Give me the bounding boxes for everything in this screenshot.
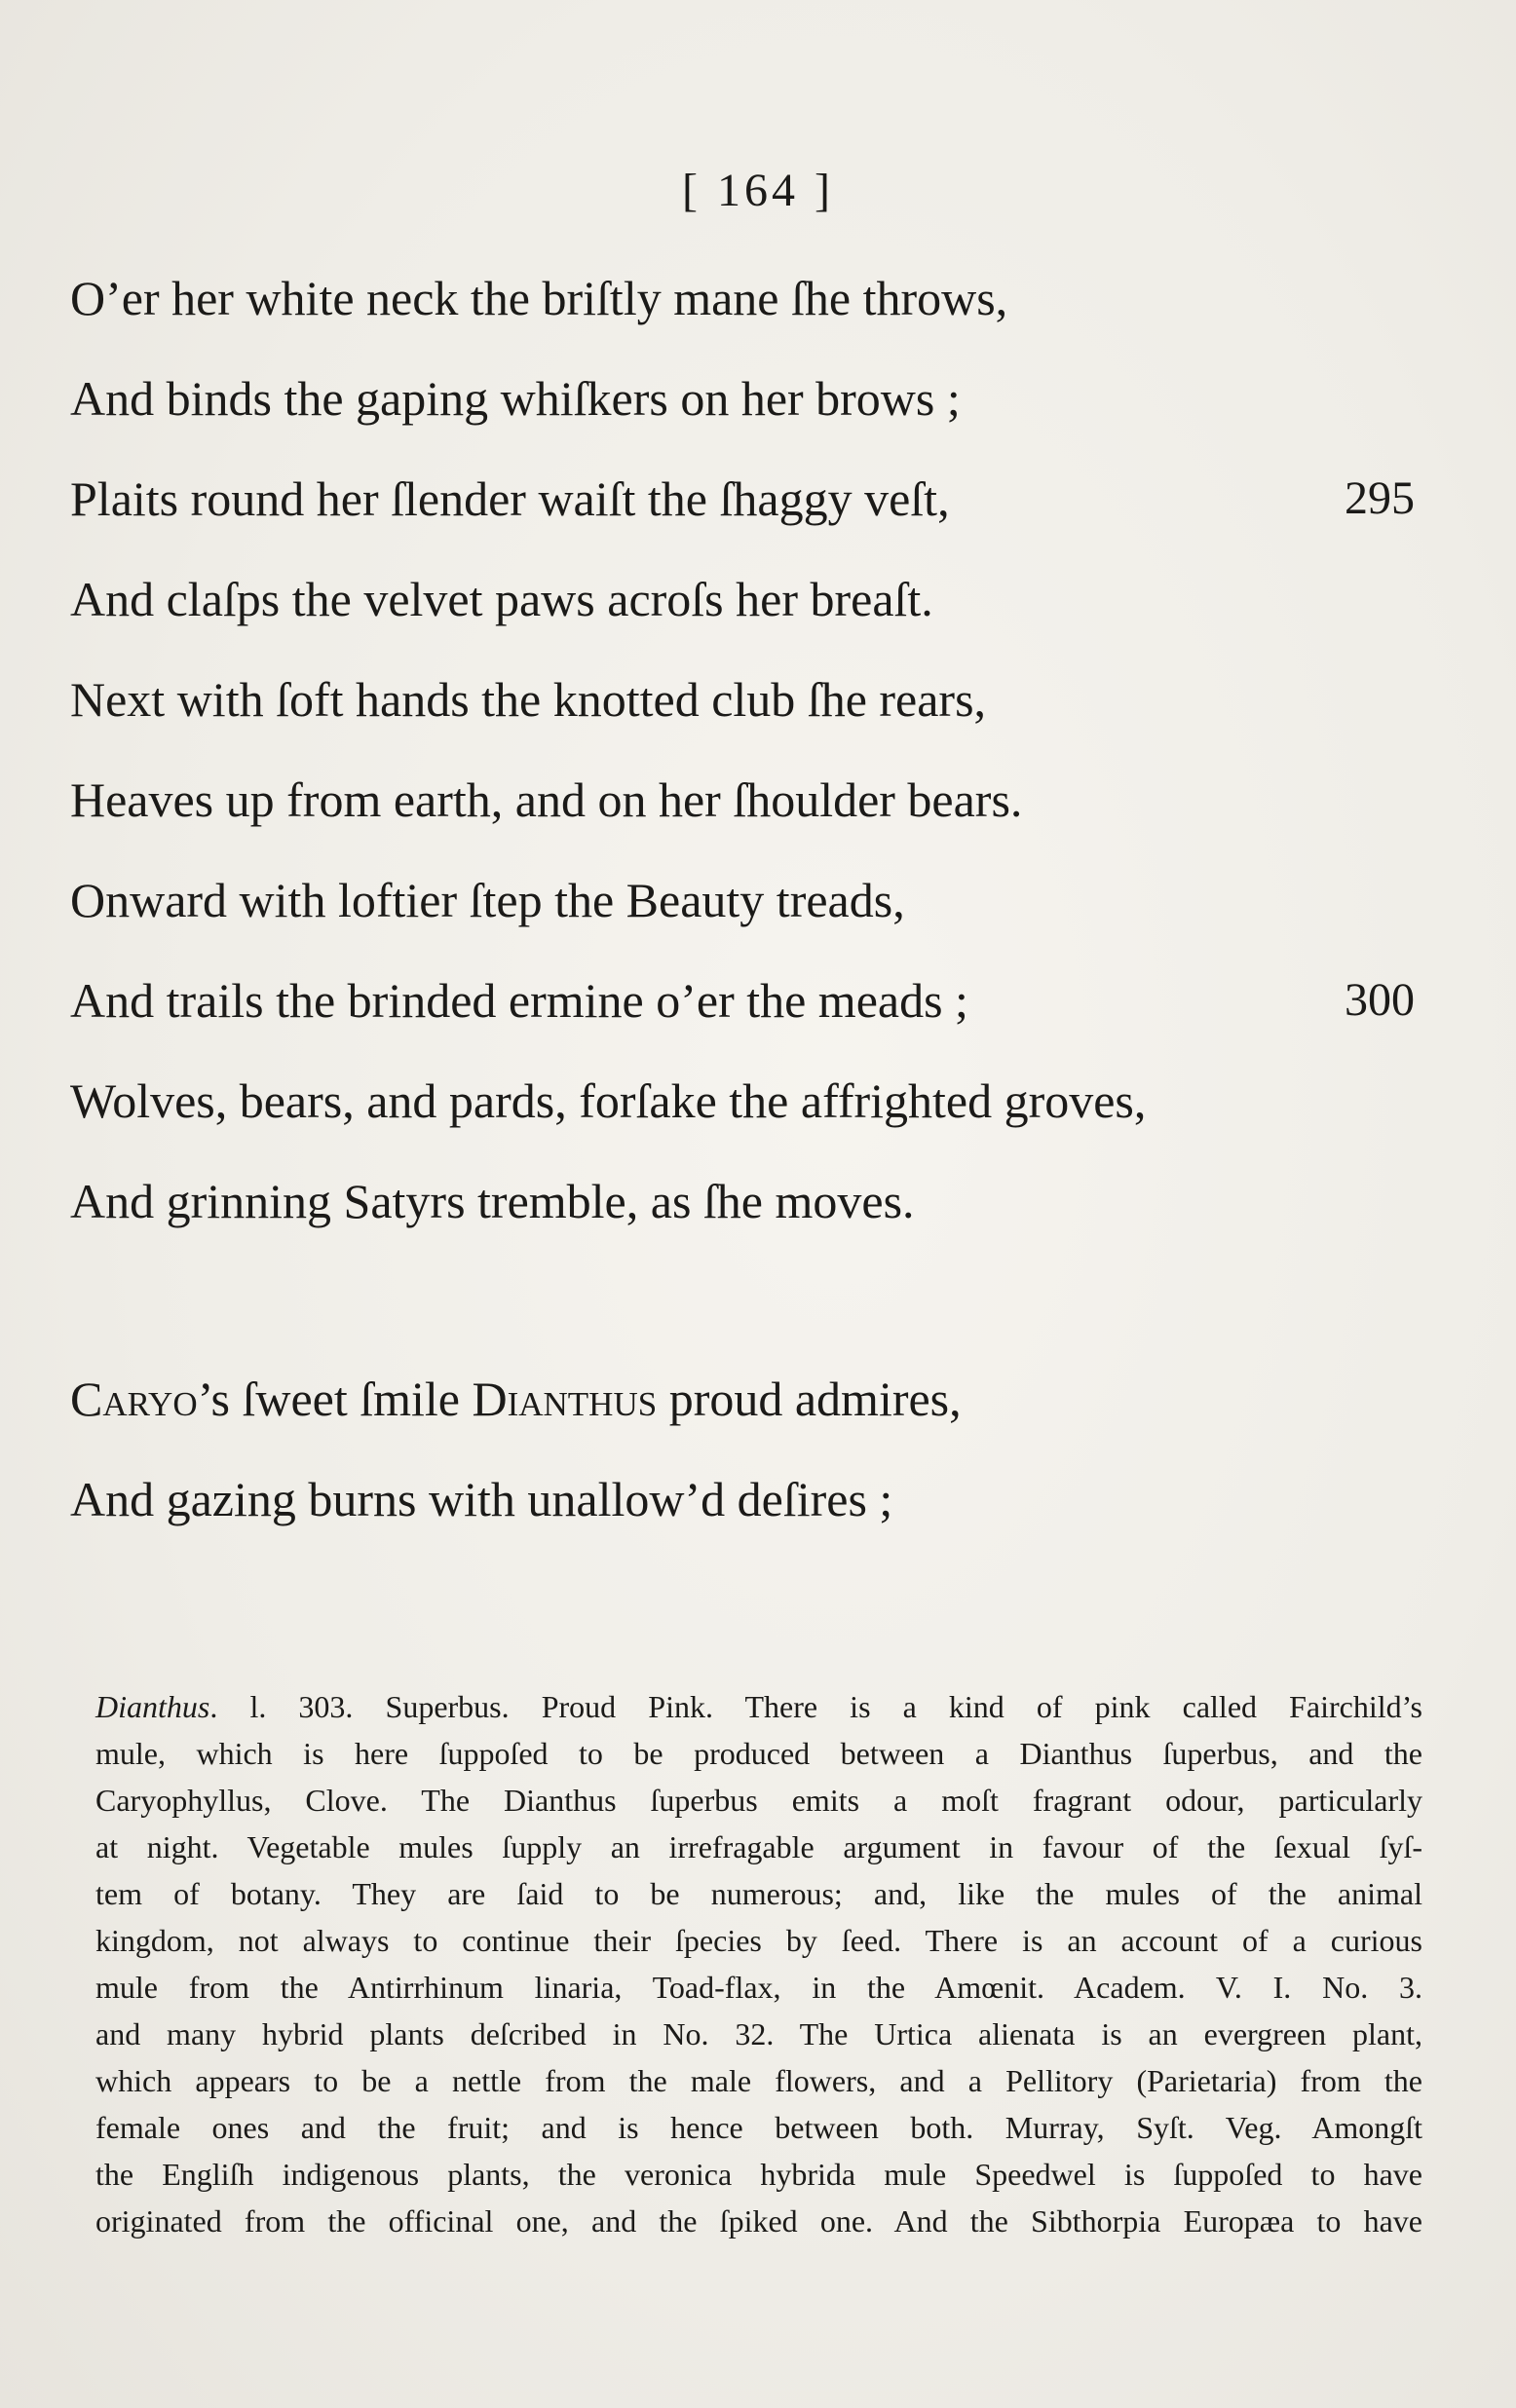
footnote-line: mule, which is here ſuppoſed to be produced between a Dianthus ſuperbus, and the [95, 1736, 1422, 1771]
verse-line-text: And trails the brinded ermine o’er the meads ; [70, 973, 968, 1028]
footnote-line: at night. Vegetable mules ſupply an irrefragable argument in favour of the ſexual ſyſ- [95, 1829, 1422, 1864]
footnote-line: the Engliſh indigenous plants, the veronica hybrida mule Speedwel is ſuppoſed to have [95, 2157, 1422, 2192]
verse-line-text: And gazing burns with unallow’d deſires ; [70, 1472, 893, 1526]
name-dianthus: Dianthus [472, 1372, 658, 1426]
footnote-line: kingdom, not always to continue their ſpecies by ſeed. There is an account of a curious [95, 1923, 1422, 1958]
verse-line-text: ’s ſweet ſmile [197, 1372, 473, 1426]
verse-line [70, 765, 1415, 835]
footnote-line: and many hybrid plants deſcribed in No. 32. The Urtica alienata is an evergreen plant, [95, 2016, 1422, 2051]
verse-line [70, 564, 1415, 634]
verse-line-text: Next with ſoft hands the knotted club ſhe rears, [70, 672, 987, 727]
footnote-line: tem of botany. They are ſaid to be numerous; and, like the mules of the animal [95, 1876, 1422, 1911]
footnote-line: female ones and the fruit; and is hence between both. Murray, Syſt. Veg. Amongſt [95, 2110, 1422, 2145]
verse-line [70, 664, 1415, 734]
verse-line-text: And claſps the velvet paws acroſs her breaſt. [70, 572, 933, 626]
verse-line-text: And binds the gaping whiſkers on her brows ; [70, 371, 961, 426]
footnote-line: Dianthus. l. 303. Superbus. Proud Pink. There is a kind of pink called Fairchild’s [95, 1689, 1422, 1724]
verse-line [70, 1364, 1415, 1434]
verse-line [70, 263, 1415, 333]
verse-line-text: Plaits round her ſlender waiſt the ſhaggy veſt, [70, 471, 950, 526]
verse-line [70, 1166, 1415, 1236]
name-caryo: Caryo [70, 1372, 198, 1426]
verse-line [70, 464, 1415, 534]
verse-line [70, 1464, 1415, 1534]
footnote-lead-term: Dianthus [95, 1689, 210, 1724]
verse-line-text: Wolves, bears, and pards, forſake the affrighted groves, [70, 1073, 1147, 1128]
verse-line-text: Onward with loftier ſtep the Beauty treads, [70, 873, 905, 927]
verse-line-text: Heaves up from earth, and on her ſhoulder bears. [70, 772, 1023, 827]
verse-line [70, 363, 1415, 433]
verse-line [70, 1066, 1415, 1136]
footnote-line: mule from the Antirrhinum linaria, Toad-flax, in the Amœnit. Academ. V. I. No. 3. [95, 1970, 1422, 2005]
verse-line-text: proud admires, [657, 1372, 962, 1426]
verse-line [70, 865, 1415, 935]
page-number: [ 164 ] [682, 165, 834, 216]
footnote-line: originated from the officinal one, and the ſpiked one. And the Sibthorpia Europæa to have [95, 2203, 1422, 2239]
verse-line-text: And grinning Satyrs tremble, as ſhe moves. [70, 1174, 915, 1228]
line-number: 295 [1345, 472, 1415, 524]
footnote [95, 1683, 1422, 2244]
footnote-line: which appears to be a nettle from the male flowers, and a Pellitory (Parietaria) from the [95, 2063, 1422, 2098]
line-number: 300 [1345, 974, 1415, 1026]
verse-line-text: O’er her white neck the briſtly mane ſhe throws, [70, 271, 1008, 325]
verse-line [70, 965, 1415, 1035]
footnote-line: Caryophyllus, Clove. The Dianthus ſuperbus emits a moſt fragrant odour, particularly [95, 1783, 1422, 1818]
